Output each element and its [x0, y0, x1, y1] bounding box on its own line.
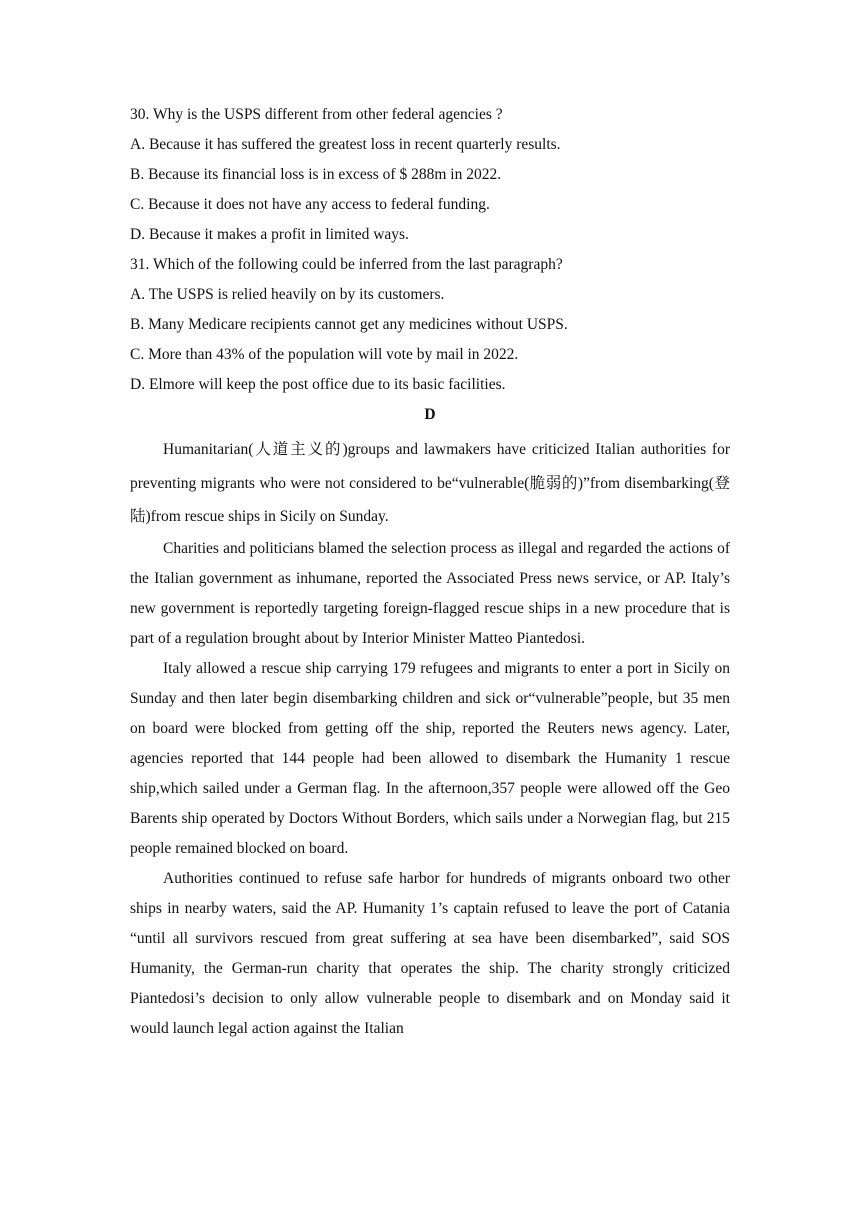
passage-body [130, 433, 730, 1044]
question-stem: 31. Which of the following could be inferred from the last paragraph? [130, 256, 563, 273]
question-stem: 30. Why is the USPS different from other federal agencies ? [130, 106, 503, 123]
passage-paragraph: Humanitarian(人道主义的)groups and lawmakers have criticized Italian authorities for preventing migrants who were not considered to be“vulnerable(脆弱的)”from disembarking(登陆)from rescue ships in Sicily on Sunday. [130, 441, 730, 525]
question-31 [130, 250, 730, 400]
answer-option: D. Because it makes a profit in limited ways. [130, 226, 409, 243]
passage-paragraph: Charities and politicians blamed the selection process as illegal and regarded the actions of the Italian government as inhumane, reported the Associated Press news service, or AP. Italy’s new government is reportedly targeting foreign-flagged rescue ships in a new procedure that is part of a regulation brought about by Interior Minister Matteo Piantedosi. [130, 539, 730, 647]
document-page [130, 100, 730, 1044]
answer-option: A. Because it has suffered the greatest loss in recent quarterly results. [130, 136, 561, 153]
passage-letter: D [424, 406, 436, 423]
answer-option: C. Because it does not have any access to federal funding. [130, 196, 490, 213]
passage-paragraph: Authorities continued to refuse safe harbor for hundreds of migrants onboard two other ships in nearby waters, said the AP. Humanity 1’s captain refused to leave the port of Catania “until all survivors rescued from great suffering at sea have been disembarked”, said SOS Humanity, the German-run charity that operates the ship. The charity strongly criticized Piantedosi’s decision to only allow vulnerable people to disembark and on Monday said it would launch legal action against the Italian [130, 869, 730, 1037]
passage-paragraph: Italy allowed a rescue ship carrying 179 refugees and migrants to enter a port in Sicily on Sunday and then later begin disembarking children and sick or“vulnerable”people, but 35 men on board were blocked from getting off the ship, reported the Reuters news agency. Later, agencies reported that 144 people had been allowed to disembark the Humanity 1 rescue ship,which sailed under a German flag. In the afternoon,357 people were allowed off the Geo Barents ship operated by Doctors Without Borders, which sails under a Norwegian flag, but 215 people remained blocked on board. [130, 659, 730, 857]
answer-option: B. Because its financial loss is in excess of $ 288m in 2022. [130, 166, 502, 183]
answer-option: A. The USPS is relied heavily on by its customers. [130, 286, 445, 303]
answer-option: D. Elmore will keep the post office due to its basic facilities. [130, 376, 506, 393]
answer-option: B. Many Medicare recipients cannot get any medicines without USPS. [130, 316, 568, 333]
answer-option: C. More than 43% of the population will vote by mail in 2022. [130, 346, 519, 363]
question-30 [130, 100, 730, 250]
